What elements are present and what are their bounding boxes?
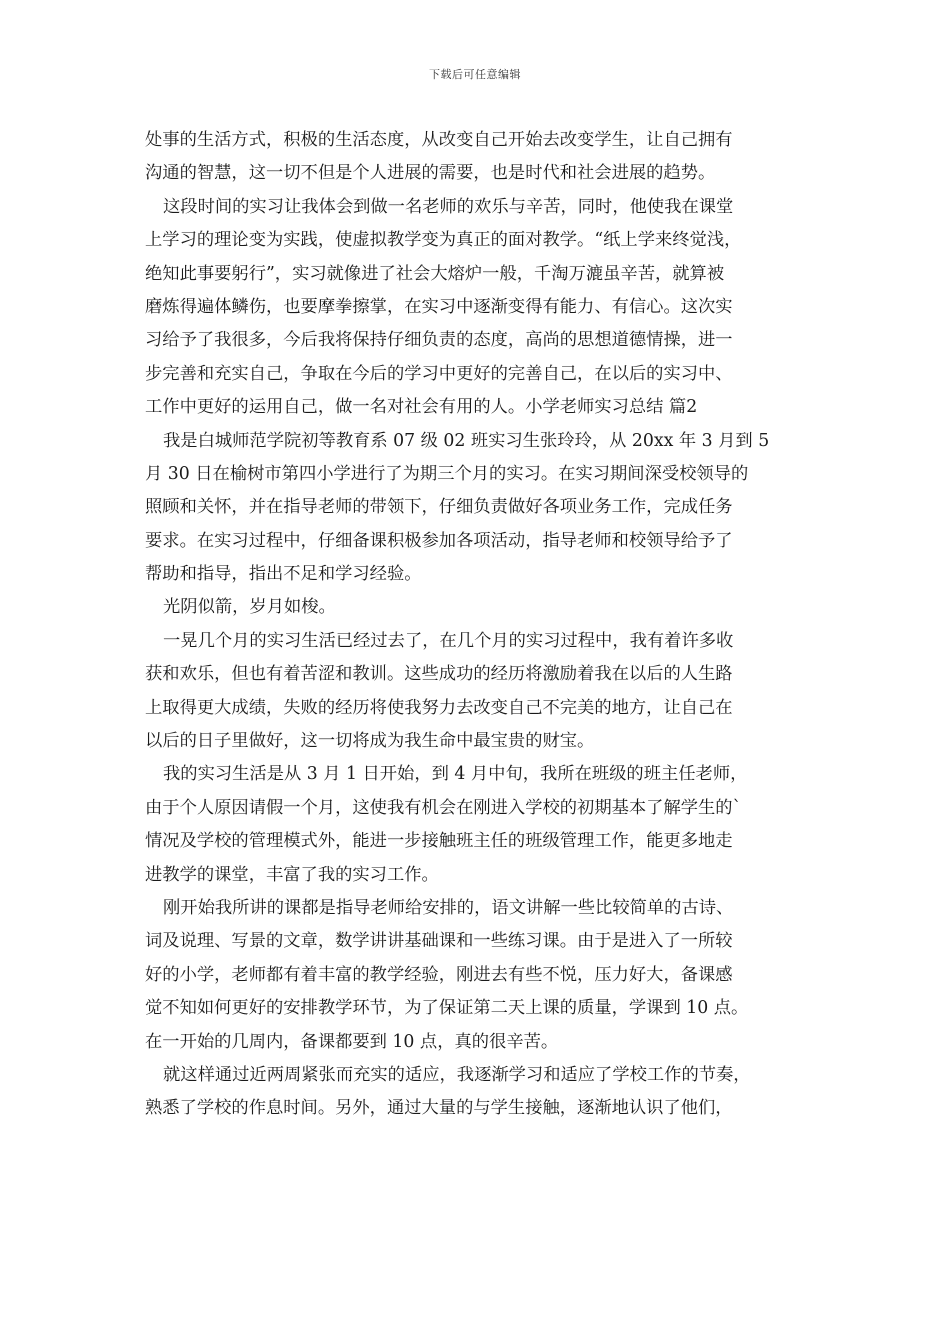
text-line: 帮助和指导，指出不足和学习经验。 [145,564,422,585]
text-line: 在一开始的几周内，备课都要到 10 点，真的很辛苦。 [145,1031,559,1052]
text-line: 我的实习生活是从 3 月 1 日开始，到 4 月中旬，我所在班级的班主任老师， [163,764,748,785]
text-line: 情况及学校的管理模式外，能进一步接触班主任的班级管理工作，能更多地走 [145,831,733,852]
document-body [145,124,810,1126]
text-line: 一晃几个月的实习生活已经过去了，在几个月的实习过程中，我有着许多收 [163,630,734,651]
text-line: 以后的日子里做好，这一切将成为我生命中最宝贵的财宝。 [145,731,595,752]
text-line: 磨炼得遍体鳞伤，也要摩拳擦掌，在实习中逐渐变得有能力、有信心。这次实 [145,296,733,317]
text-line: 好的小学，老师都有着丰富的教学经验，刚进去有些不悦，压力好大，备课感 [145,964,733,985]
text-line: 照顾和关怀，并在指导老师的带领下，仔细负责做好各项业务工作，完成任务 [145,497,733,518]
text-line: 月 30 日在榆树市第四小学进行了为期三个月的实习。在实习期间深受校领导的 [145,463,749,484]
text-line: 就这样通过近两周紧张而充实的适应，我逐渐学习和适应了学校工作的节奏， [163,1064,751,1085]
text-line: 词及说理、写景的文章，数学讲讲基础课和一些练习课。由于是进入了一所较 [145,931,733,952]
text-line: 绝知此事要躬行”，实习就像进了社会大熔炉一般，千淘万漉虽辛苦，就算被 [145,263,725,284]
text-line: 上取得更大成绩，失败的经历将使我努力去改变自己不完美的地方，让自己在 [145,697,733,718]
text-line: 这段时间的实习让我体会到做一名老师的欢乐与辛苦，同时，他使我在课堂 [163,196,734,217]
text-line: 要求。在实习过程中，仔细备课积极参加各项活动，指导老师和校领导给予了 [145,530,733,551]
text-line: 进教学的课堂，丰富了我的实习工作。 [145,864,439,885]
text-line: 刚开始我所讲的课都是指导老师给安排的，语文讲解一些比较简单的古诗、 [163,897,734,918]
text-line: 处事的生活方式，积极的生活态度，从改变自己开始去改变学生，让自己拥有 [145,130,733,150]
text-line: 觉不知如何更好的安排教学环节，为了保证第二天上课的质量，学课到 10 点。 [145,998,749,1019]
text-line: 工作中更好的运用自己，做一名对社会有用的人。小学老师实习总结 篇2 [145,397,698,418]
text-line: 光阴似箭，岁月如梭。 [163,597,336,618]
text-line: 获和欢乐，但也有着苦涩和教训。这些成功的经历将激励着我在以后的人生路 [145,664,733,685]
text-line: 步完善和充实自己，争取在今后的学习中更好的完善自己，在以后的实习中、 [145,363,733,384]
text-line: 由于个人原因请假一个月，这使我有机会在刚进入学校的初期基本了解学生的` [145,797,742,818]
text-line: 熟悉了学校的作息时间。另外，通过大量的与学生接触，逐渐地认识了他们， [145,1098,733,1119]
text-line: 上学习的理论变为实践，使虚拟教学变为真正的面对教学。“纸上学来终觉浅， [145,230,742,251]
text-line: 我是白城师范学院初等教育系 07 级 02 班实习生张玲玲，从 20xx 年 3 月到 5 [163,430,770,451]
text-line: 习给予了我很多，今后我将保持仔细负责的态度，高尚的思想道德情操，进一 [145,330,733,351]
text-line: 沟通的智慧，这一切不但是个人进展的需要，也是时代和社会进展的趋势。 [145,163,716,184]
page-header: 下载后可任意编辑 [429,68,521,81]
